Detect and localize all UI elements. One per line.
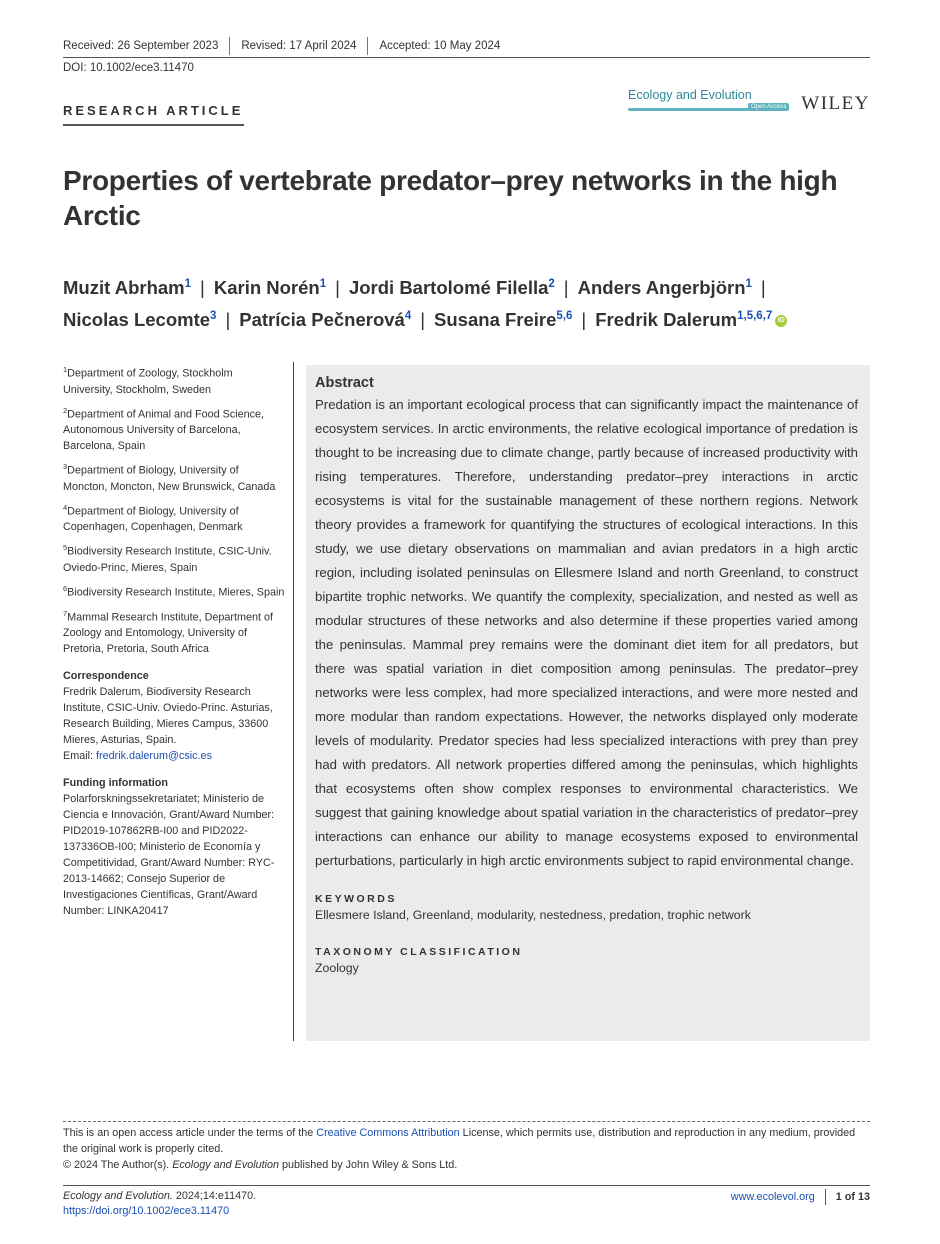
article-type: RESEARCH ARTICLE [63,103,244,118]
article-type-rule [63,124,244,126]
author[interactable]: Susana Freire$^{5,6}$ [434,309,573,331]
doi: DOI: 10.1002/ece3.11470 [63,62,194,74]
footer-right [731,1189,870,1205]
citation: Ecology and Evolution. 2024;14:e11470. https://doi.org/10.1002/ece3.11470 [63,1190,257,1217]
journal-website-link[interactable]: www.ecolevol.org [730,1191,815,1203]
column-divider [293,362,294,1041]
author[interactable]: Jordi Bartolomé Filella$^2$ [348,277,555,299]
license-link[interactable]: Creative Commons Attribution [316,1127,460,1139]
funding-text: Polarforskningssekretariatet; Ministerio de Ciencia e Innovación, Grant/Award Number: PID2019-107862RB-I00 and PID2022-137336OB-I00; Ministerio de Economía y Competitividad, Grant/Award Number: RYC-2013-14662; Consejo Superior de Investigaciones Científicas, Grant/Award Number: LINKA20417 [63,793,275,918]
author-separator: | [760,277,766,299]
author[interactable]: Fredrik Dalerum$^{1,5,6,7}$ [595,309,773,331]
author-separator: | [420,309,426,331]
divider [825,1189,826,1205]
affiliation: $^1$Department of Zoology, Stockholm University, Stockholm, Sweden [63,365,233,396]
affiliation: $^5$Biodiversity Research Institute, CSIC-Univ. Oviedo-Princ, Mieres, Spain [63,543,272,574]
license-notice: This is an open access article under the terms of the Creative Commons Attribution License, which permits use, distribution and reproduction in any medium, provided the original work is properly cited. © 2024 The Author(s). Ecology and Evolution published by John Wiley & Sons Ltd. [63,1127,856,1171]
author-separator: | [335,277,340,299]
orcid-icon[interactable]: iD [775,315,787,327]
doi-link[interactable]: https://doi.org/10.1002/ece3.11470 [63,1205,230,1217]
author[interactable]: Anders Angerbjörn$^1$ [577,277,752,299]
correspondence-text: Fredrik Dalerum, Biodiversity Research Institute, CSIC-Univ. Oviedo-Princ. Asturias, Research Building, Mieres Campus, 33600 Mieres, Asturias, Spain. Email: fredrik.dalerum@csic.es [63,686,273,763]
journal-name: Ecology and Evolution [628,88,752,102]
keywords-heading: KEYWORDS [315,893,397,905]
author[interactable]: Patrícia Pečnerová$^4$ [239,309,412,331]
accepted-date: Accepted: 10 May 2024 [379,40,501,52]
abstract-heading: Abstract [315,375,374,391]
affiliation: $^7$Mammal Research Institute, Department of Zoology and Entomology, University of Pretoria, Pretoria, South Africa [63,608,273,656]
author[interactable]: Muzit Abrham$^1$ [63,277,192,299]
funding-heading: Funding information [63,777,168,790]
journal-logo[interactable] [628,88,870,116]
affiliation: $^4$Department of Biology, University of Copenhagen, Copenhagen, Denmark [63,502,243,534]
divider [367,37,368,55]
author[interactable]: Nicolas Lecomte$^3$ [63,309,217,331]
affiliation: $^3$Department of Biology, University of Moncton, Moncton, New Brunswick, Canada [63,462,276,493]
article-dates [63,37,500,55]
affiliation: $^2$Department of Animal and Food Science, Autonomous University of Barcelona, Barcelona, Spain [63,405,265,453]
correspondence-email-link[interactable]: fredrik.dalerum@csic.es [96,750,212,763]
author-separator: | [563,277,569,299]
article-sidebar [63,362,285,919]
abstract-text: Predation is an important ecological process that can significantly impact the maintenance of ecosystem services. In arctic environments, the relative ecological importance of predation is thought to be increasing due to climate change, partly because of increased productivity with rising temperatures. Therefore, understanding predator–prey interactions in arctic ecosystems is vital for the sustainable management of these northern regions. Network theory provides a framework for quantifying the structures of ecological interactions. In this study, we use dietary observations on mammalian and avian predators in a high arctic region, including isolated peninsulas on Ellesmere Island and north Greenland, to construct bipartite trophic networks. We quantify the complexity, specialization, and nested as well as modular structures of these networks and also determine if these properties varied among the peninsulas. Mammal prey remains were the dominant diet item for all predators, but there was spatial variation in diet composition among peninsulas. The predator–prey networks were less complex, had more specialized interactions, and were more nested and more modular than random expectations. However, the networks displayed only moderate levels of modularity. Predator species had less specialized interactions with prey than prey had with predators. All network properties differed among the peninsulas, which highlights that ecosystems often show complex responses to environmental characteristics. We suggest that gaining knowledge about spatial variation in the characteristics of predator–prey interactions can enhance our ability to manage ecosystems exposed to environmental perturbations, particularly in high arctic environments subject to rapid environmental change. [315,397,858,868]
abstract-panel [306,365,870,1041]
author[interactable]: Karin Norén$^1$ [213,277,327,299]
author-separator: | [200,277,205,299]
revised-date: Revised: 17 April 2024 [241,40,357,52]
correspondence-heading: Correspondence [63,670,149,683]
open-access-badge: Open Access [748,103,789,111]
affiliation: $^6$Biodiversity Research Institute, Mieres, Spain [63,583,285,599]
publisher-logo: WILEY [801,93,870,114]
received-date: Received: 26 September 2023 [63,40,219,52]
footer-rule [63,1185,870,1186]
page-number: 1 of 13 [835,1191,870,1203]
taxonomy-heading: TAXONOMY CLASSIFICATION [315,946,523,958]
keywords-text: Ellesmere Island, Greenland, modularity, nestedness, predation, trophic network [315,908,751,922]
header-rule [63,57,870,58]
author-separator: | [225,309,231,331]
author-separator: | [581,309,587,331]
taxonomy-text: Zoology [315,961,359,975]
divider [229,37,230,55]
author-list [63,270,863,334]
footer-dashed-rule [63,1121,870,1122]
article-title: Properties of vertebrate predator–prey networks in the high Arctic [63,165,838,231]
